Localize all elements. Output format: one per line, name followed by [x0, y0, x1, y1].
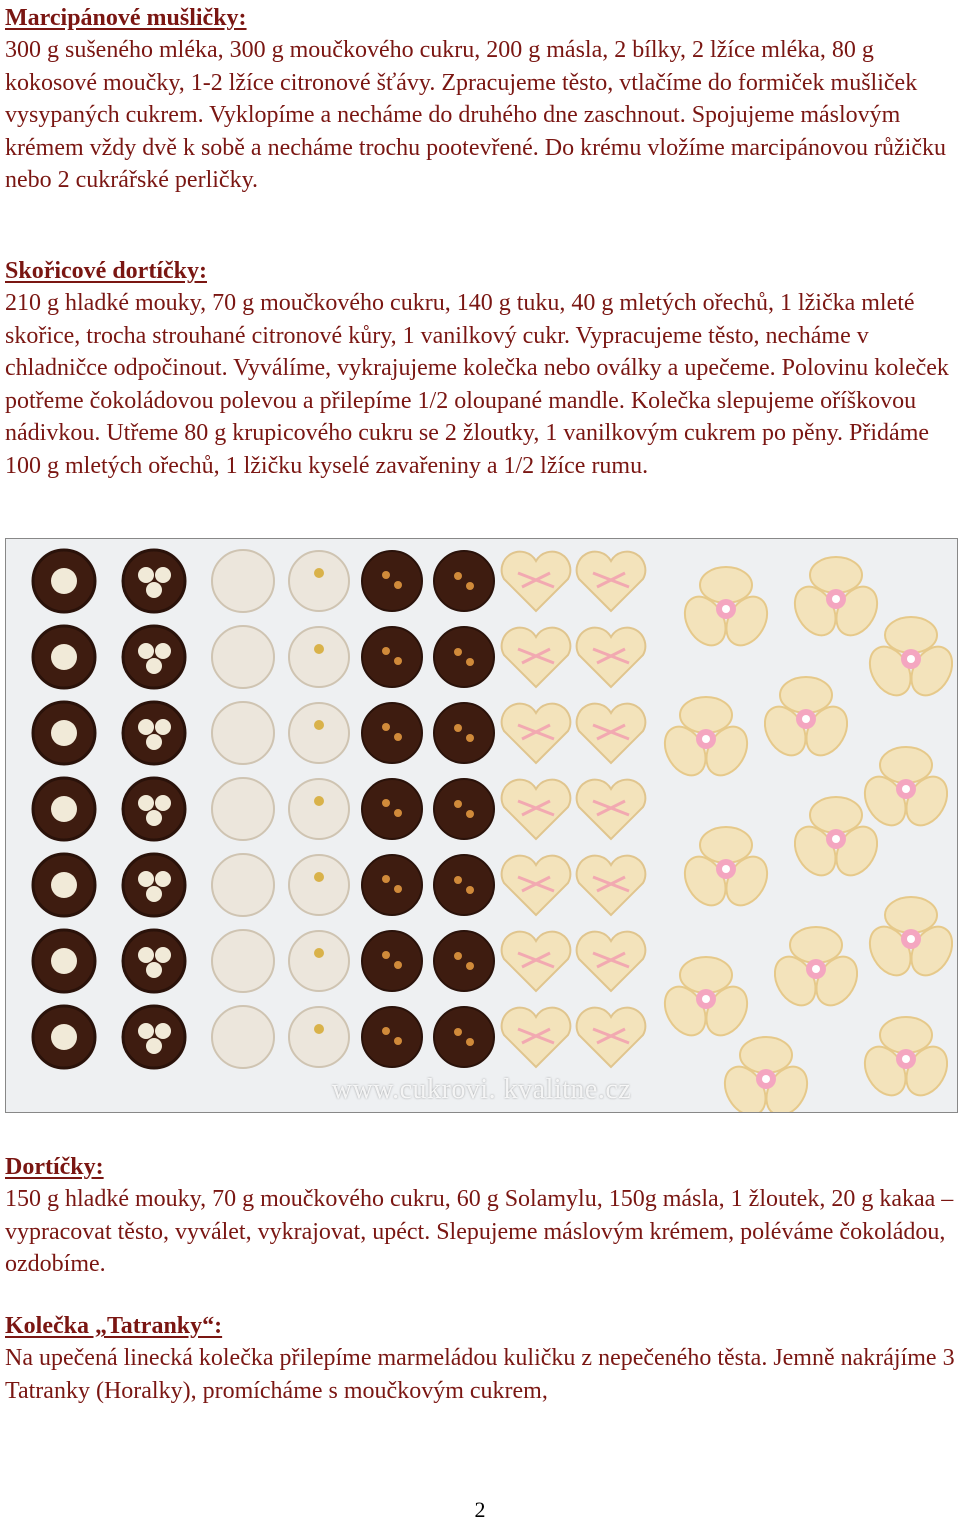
flower-center	[902, 1055, 910, 1063]
trefoil-cookie-lobe	[810, 797, 862, 833]
nut-piece	[382, 951, 390, 959]
chocolate-cookie	[362, 551, 422, 611]
nut-piece	[394, 581, 402, 589]
white-glazed-cookie	[212, 626, 274, 688]
nut-piece	[466, 582, 474, 590]
chocolate-cookie	[434, 931, 494, 991]
white-dot	[138, 795, 154, 811]
nut-piece	[394, 809, 402, 817]
nut-piece	[466, 962, 474, 970]
white-dot	[138, 719, 154, 735]
nut-piece	[394, 733, 402, 741]
white-dot	[51, 720, 77, 746]
trefoil-cookie-lobe	[885, 617, 937, 653]
nut-piece	[454, 800, 462, 808]
nut-piece	[454, 952, 462, 960]
flower-center	[802, 715, 810, 723]
chocolate-cookie	[123, 930, 185, 992]
gold-sprinkle	[314, 644, 324, 654]
white-dot	[146, 582, 162, 598]
chocolate-cookie	[123, 550, 185, 612]
white-dot	[146, 962, 162, 978]
white-dot	[138, 1023, 154, 1039]
trefoil-cookie-lobe	[700, 567, 752, 603]
nut-piece	[382, 1027, 390, 1035]
white-dot	[138, 871, 154, 887]
nut-piece	[382, 875, 390, 883]
nut-piece	[454, 724, 462, 732]
white-dot	[155, 871, 171, 887]
flower-center	[722, 865, 730, 873]
section-body-skoricove-dorticky: 210 g hladké mouky, 70 g moučkového cukru, 140 g tuku, 40 g mletých ořechů, 1 lžička mleté skořice, trocha strouhané citronové kůry, 1 vanilkový cukr. Vypracujeme těsto, necháme v chladničce odpočinout. Vyválíme, vykrajujeme kolečka nebo oválky a upečeme. Polovinu koleček potřeme čokoládovou polevou a přilepíme 1/2 oloupané mandle. Kolečka slepujeme oříškovou nádivkou. Utřeme 80 g krupicového cukru se 2 žloutky, 1 vanilkovým cukrem po pěny. Přidáme 100 g mletých ořechů, 1 lžičku kyselé zavařeniny a 1/2 lžíce rumu.	[5, 290, 949, 479]
nut-piece	[454, 648, 462, 656]
flower-center	[722, 605, 730, 613]
white-glazed-cookie	[212, 854, 274, 916]
chocolate-cookie	[362, 627, 422, 687]
white-glazed-cookie	[212, 1006, 274, 1068]
section-body-dorticky: 150 g hladké mouky, 70 g moučkového cukru, 60 g Solamylu, 150g másla, 1 žloutek, 20 g kakaa – vypracovat těsto, vyválet, vykrajovat, upéct. Slepujeme máslovým krémem, poléváme čokoládou, ozdobíme.	[5, 1186, 954, 1277]
chocolate-cookie	[434, 627, 494, 687]
section-heading-marcipanove-muslicky: Marcipánové mušličky:	[5, 5, 247, 31]
flower-center	[832, 835, 840, 843]
white-dot	[51, 644, 77, 670]
section-body-marcipanove-muslicky: 300 g sušeného mléka, 300 g moučkového cukru, 200 g másla, 2 bílky, 2 lžíce mléka, 80 g kokosové moučky, 1-2 lžíce citronové šťávy. Zpracujeme těsto, vtlačíme do formiček mušliček vysypaných cukrem. Vyklopíme a necháme do druhého dne zaschnout. Spojujeme máslovým krémem vždy dvě k sobě a necháme trochu pootevřené. Do krému vložíme marcipánovou růžičku nebo 2 cukrářské perličky.	[5, 37, 946, 193]
chocolate-cookie	[434, 855, 494, 915]
white-dot	[155, 719, 171, 735]
trefoil-cookie-lobe	[790, 927, 842, 963]
white-dot	[155, 1023, 171, 1039]
gold-sprinkle	[314, 720, 324, 730]
white-glazed-cookie	[289, 931, 349, 991]
chocolate-cookie	[123, 1006, 185, 1068]
white-dot	[51, 1024, 77, 1050]
section-heading-kolecka-tatranky: Kolečka „Tatranky“:	[5, 1313, 223, 1339]
photo-watermark: www.cukrovi. kvalitne.cz	[331, 1074, 632, 1105]
flower-center	[902, 785, 910, 793]
nut-piece	[394, 961, 402, 969]
white-glazed-cookie	[212, 702, 274, 764]
nut-piece	[466, 734, 474, 742]
flower-center	[907, 655, 915, 663]
white-glazed-cookie	[212, 550, 274, 612]
white-dot	[51, 568, 77, 594]
chocolate-cookie	[123, 702, 185, 764]
trefoil-cookie-lobe	[700, 827, 752, 863]
white-glazed-cookie	[212, 930, 274, 992]
nut-piece	[454, 876, 462, 884]
trefoil-cookie-lobe	[680, 957, 732, 993]
trefoil-cookie-lobe	[885, 897, 937, 933]
flower-center	[832, 595, 840, 603]
chocolate-cookie	[434, 703, 494, 763]
flower-center	[812, 965, 820, 973]
chocolate-cookie	[362, 703, 422, 763]
white-dot	[146, 1038, 162, 1054]
white-glazed-cookie	[289, 855, 349, 915]
chocolate-cookie	[123, 778, 185, 840]
white-dot	[155, 947, 171, 963]
white-dot	[51, 948, 77, 974]
white-dot	[155, 795, 171, 811]
trefoil-cookie-lobe	[740, 1037, 792, 1073]
gold-sprinkle	[314, 872, 324, 882]
white-dot	[146, 658, 162, 674]
nut-piece	[466, 1038, 474, 1046]
white-dot	[138, 567, 154, 583]
nut-piece	[382, 571, 390, 579]
nut-piece	[466, 886, 474, 894]
trefoil-cookie-lobe	[680, 697, 732, 733]
cookie-tray-illustration	[6, 539, 957, 1112]
chocolate-cookie	[434, 779, 494, 839]
white-dot	[155, 643, 171, 659]
section-heading-dorticky: Dortíčky:	[5, 1154, 104, 1180]
chocolate-cookie	[123, 626, 185, 688]
chocolate-cookie	[362, 779, 422, 839]
white-dot	[51, 796, 77, 822]
nut-piece	[466, 658, 474, 666]
trefoil-cookie-lobe	[880, 747, 932, 783]
nut-piece	[394, 885, 402, 893]
flower-center	[907, 935, 915, 943]
white-glazed-cookie	[289, 779, 349, 839]
white-dot	[146, 886, 162, 902]
nut-piece	[382, 723, 390, 731]
chocolate-cookie	[362, 1007, 422, 1067]
section-heading-skoricove-dorticky: Skořicové dortíčky:	[5, 258, 207, 284]
white-dot	[155, 567, 171, 583]
nut-piece	[466, 810, 474, 818]
white-dot	[146, 734, 162, 750]
white-dot	[138, 947, 154, 963]
white-glazed-cookie	[212, 778, 274, 840]
nut-piece	[382, 799, 390, 807]
gold-sprinkle	[314, 948, 324, 958]
cookie-tray-photo	[5, 538, 958, 1113]
trefoil-cookie-lobe	[810, 557, 862, 593]
gold-sprinkle	[314, 1024, 324, 1034]
section-body-kolecka-tatranky: Na upečená linecká kolečka přilepíme marmeládou kuličku z nepečeného těsta. Jemně nakrájíme 3 Tatranky (Horalky), promícháme s moučkovým cukrem,	[5, 1345, 955, 1404]
white-dot	[51, 872, 77, 898]
white-glazed-cookie	[289, 1007, 349, 1067]
flower-center	[702, 735, 710, 743]
chocolate-cookie	[434, 551, 494, 611]
white-glazed-cookie	[289, 551, 349, 611]
chocolate-cookie	[434, 1007, 494, 1067]
chocolate-cookie	[362, 931, 422, 991]
trefoil-cookie-lobe	[880, 1017, 932, 1053]
nut-piece	[394, 1037, 402, 1045]
nut-piece	[394, 657, 402, 665]
gold-sprinkle	[314, 568, 324, 578]
white-dot	[138, 643, 154, 659]
trefoil-cookie-lobe	[780, 677, 832, 713]
page-number: 2	[474, 1497, 486, 1522]
chocolate-cookie	[123, 854, 185, 916]
flower-center	[702, 995, 710, 1003]
nut-piece	[454, 1028, 462, 1036]
gold-sprinkle	[314, 796, 324, 806]
nut-piece	[382, 647, 390, 655]
white-glazed-cookie	[289, 627, 349, 687]
chocolate-cookie	[362, 855, 422, 915]
white-dot	[146, 810, 162, 826]
white-glazed-cookie	[289, 703, 349, 763]
nut-piece	[454, 572, 462, 580]
